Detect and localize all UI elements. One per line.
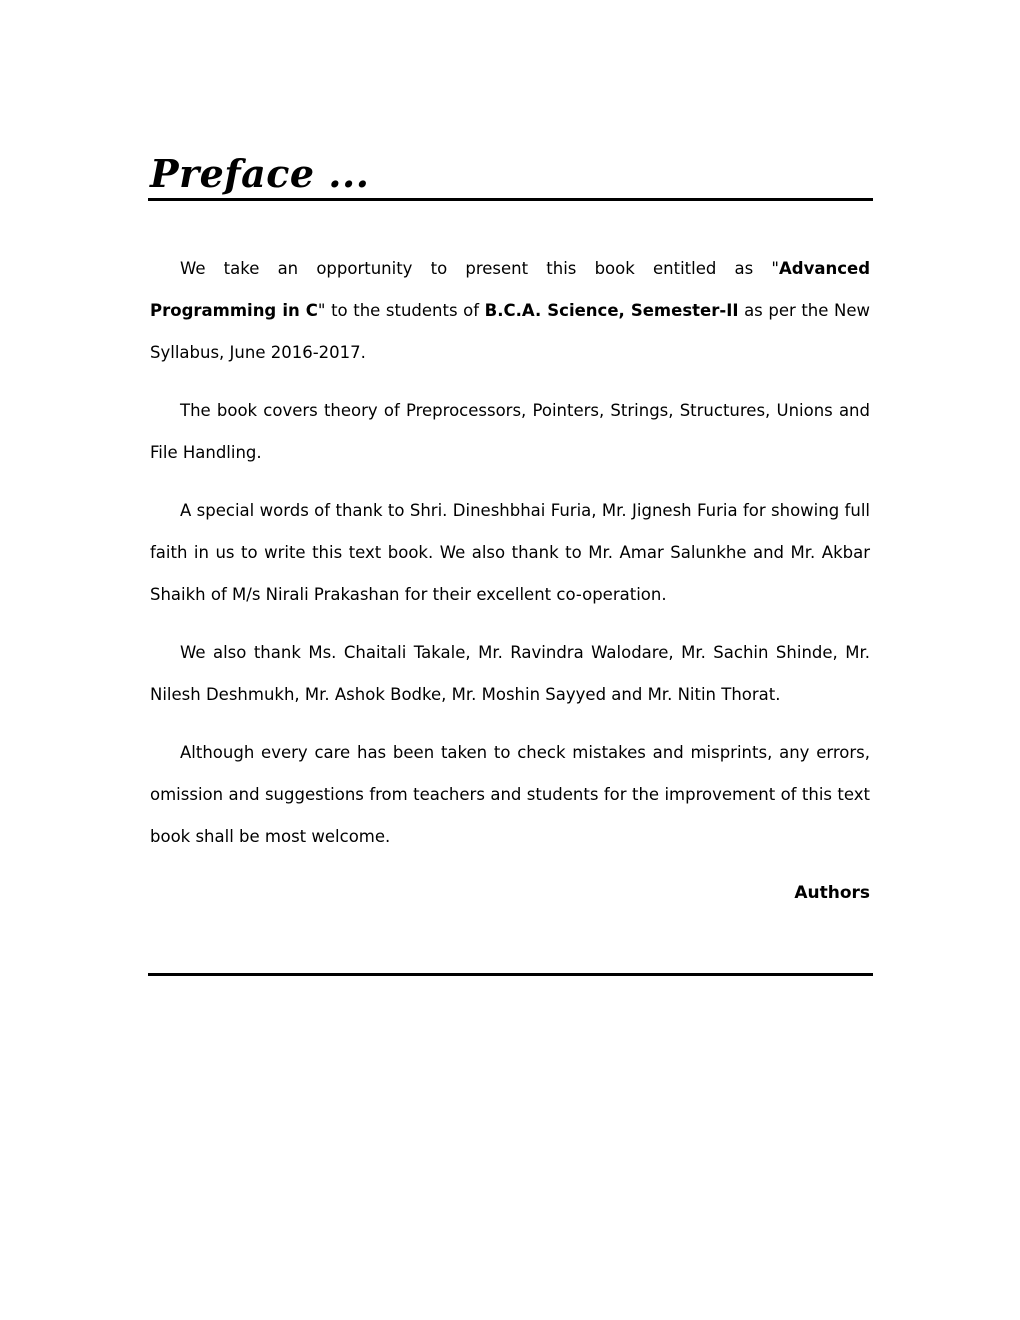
intro-text-1: We take an opportunity to present this book entitled as " — [180, 259, 779, 278]
intro-text-3: as per the New Syllabus, June 2016-2017. — [150, 301, 870, 362]
course-name: B.C.A. Science, Semester-II — [484, 301, 739, 320]
paragraph-thanks: A special words of thank to Shri. Dineshbhai Furia, Mr. Jignesh Furia for showing full faith in us to write this text book. We also thank to Mr. Amar Salunkhe and Mr. Akbar Shaikh of M/s Nirali Prakashan for their excellent co-operation. — [150, 501, 870, 604]
paragraph-topics: The book covers theory of Preprocessors, Pointers, Strings, Structures, Unions and File Handling. — [150, 401, 870, 462]
page-title: Preface ... — [150, 151, 370, 196]
preface-body — [150, 248, 870, 874]
paragraph-acknowledgements: We also thank Ms. Chaitali Takale, Mr. Ravindra Walodare, Mr. Sachin Shinde, Mr. Nilesh Deshmukh, Mr. Ashok Bodke, Mr. Moshin Sayyed and Mr. Nitin Thorat. — [150, 643, 870, 704]
book-title: Advanced Programming in C — [150, 259, 870, 320]
bottom-rule — [148, 973, 873, 976]
signature: Authors — [794, 883, 870, 903]
title-underline — [148, 198, 873, 201]
paragraph-intro — [150, 248, 870, 374]
intro-text-2: " to the students of — [317, 301, 485, 320]
paragraph-suggestions: Although every care has been taken to check mistakes and misprints, any errors, omission and suggestions from teachers and students for the improvement of this text book shall be most welcome. — [150, 743, 870, 846]
